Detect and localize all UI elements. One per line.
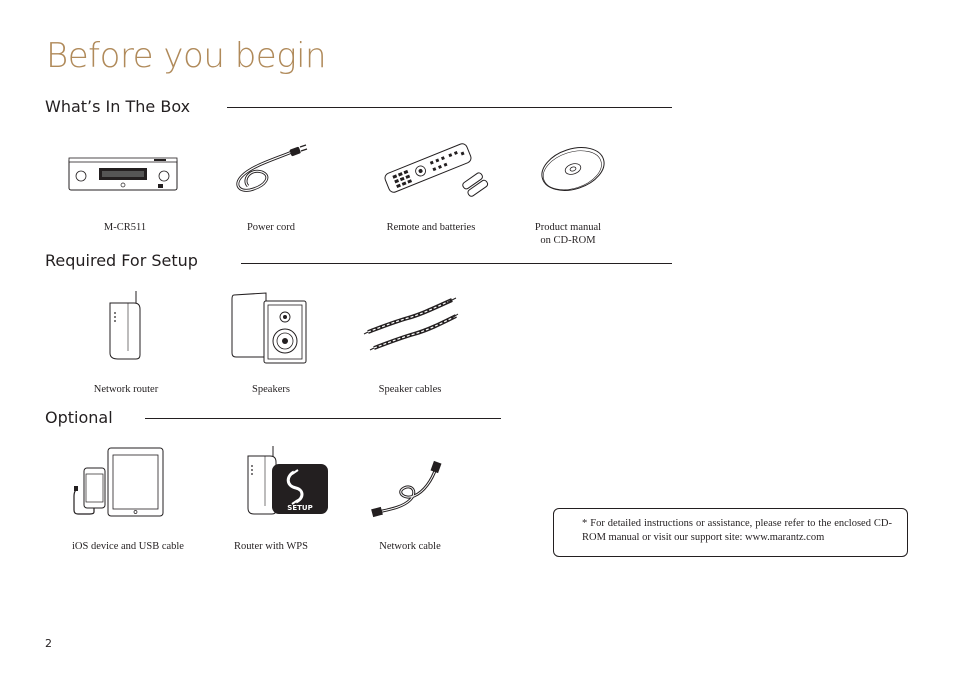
note-text: * For detailed instructions or assistance, please refer to the enclosed CD-ROM manual or visit our support site: www.marantz.com [582, 518, 892, 543]
caption-cd-rom: Product manual on CD-ROM [534, 222, 602, 246]
caption-wps-router: Router with WPS [234, 541, 308, 552]
caption-speakers: Speakers [252, 384, 290, 395]
wps-router-icon [246, 446, 332, 518]
router-icon [108, 289, 144, 363]
power-cord-icon [232, 146, 310, 194]
caption-ios-device: iOS device and USB cable [72, 541, 184, 552]
page-title: Before you begin [46, 36, 327, 76]
ios-device-icon [72, 446, 166, 518]
section-rule-optional [145, 418, 501, 419]
caption-speaker-cables: Speaker cables [378, 384, 442, 395]
network-cable-icon [370, 462, 446, 518]
cd-rom-icon [538, 145, 608, 193]
caption-network-cable: Network cable [379, 541, 441, 552]
caption-network-router: Network router [93, 384, 159, 395]
caption-remote-batteries: Remote and batteries [386, 222, 476, 233]
caption-power-cord: Power cord [246, 222, 296, 233]
page-number: 2 [45, 637, 52, 650]
wps-badge-label: SETUP [287, 504, 313, 512]
section-heading-optional: Optional [45, 408, 113, 427]
section-heading-in-box: What’s In The Box [45, 97, 191, 116]
section-rule-in-box [227, 107, 672, 108]
receiver-icon [68, 156, 178, 192]
section-heading-required: Required For Setup [45, 251, 198, 270]
section-rule-required [241, 263, 672, 264]
caption-m-cr511: M-CR511 [103, 222, 147, 233]
remote-batteries-icon [386, 140, 496, 196]
speaker-cables-icon [364, 296, 458, 352]
speakers-icon [230, 291, 310, 367]
